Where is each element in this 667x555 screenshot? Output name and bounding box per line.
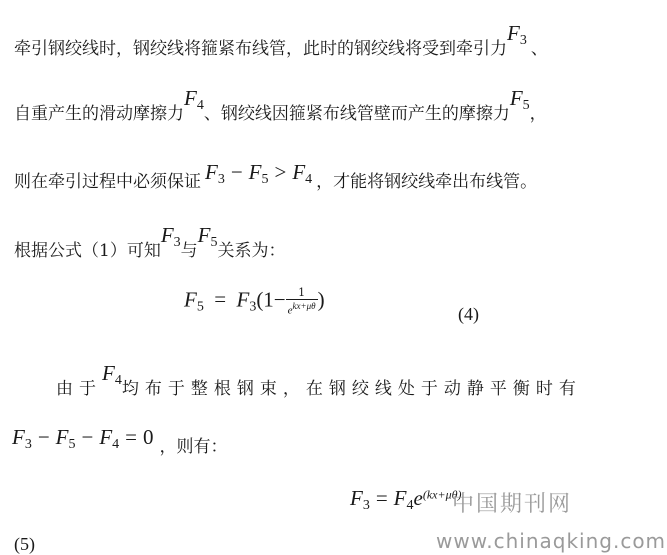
symbol-f5: $F_5$ <box>197 223 218 250</box>
text-segment: 由于 <box>56 379 102 399</box>
watermark-chinese: 中国期刊网 <box>452 492 573 517</box>
balance-equation: $F_3 - F_5 - F_4 = 0$ ，则有： <box>12 425 228 457</box>
equation-label-4: (4) <box>458 304 479 324</box>
paragraph-line-1 <box>14 21 548 63</box>
equation-label-5: (5) <box>14 534 35 554</box>
text-segment: 根据公式（1）可知 <box>14 241 161 261</box>
inline-inequality: $F_3 - F_5 > F_4$ <box>205 160 313 187</box>
paragraph-line-5 <box>56 361 582 403</box>
watermark-url: www.chinaqking.com <box>436 529 667 553</box>
text-segment: ，则有： <box>159 437 228 457</box>
text-segment: 均布于整根钢束，在钢绞线处于动静平衡时有 <box>121 379 582 399</box>
paragraph-line-2 <box>14 86 547 128</box>
symbol-f4: $F_4$ <box>102 361 122 388</box>
text-segment: 、 <box>530 39 548 59</box>
symbol-f3: $F_3$ <box>507 21 527 48</box>
text-segment: 自重产生的滑动摩擦力 <box>14 104 184 124</box>
text-segment: 、钢绞线因箍紧布线管壁而产生的摩擦力 <box>203 104 510 124</box>
text-segment: ，才能将钢绞线牵出布线管。 <box>316 172 538 192</box>
symbol-f5: $F_5$ <box>509 86 530 113</box>
paragraph-line-3 <box>14 160 538 196</box>
text-segment: 则在牵引过程中必须保证 <box>14 172 201 192</box>
fraction: $\frac{1}{e^{kx+\mu\theta}}$ <box>287 286 316 317</box>
text-segment: 牵引钢绞线时，钢绞线将箍紧布线管，此时的钢绞线将受到牵引力 <box>14 39 507 59</box>
text-segment: 与 <box>180 241 198 261</box>
equation-5: $F_3 = F_4e^{(kx+\mu\theta)}$ <box>350 486 462 513</box>
paragraph-line-4 <box>14 223 286 265</box>
text-segment: 关系为： <box>217 241 286 261</box>
text-segment: ， <box>529 104 547 124</box>
symbol-f4: $F_4$ <box>184 86 204 113</box>
equation-4: $F_5 = F_3(1-$ $\frac{1}{e^{kx+\mu\theta}}$ ) <box>184 286 325 317</box>
symbol-f3: $F_3$ <box>160 223 181 250</box>
